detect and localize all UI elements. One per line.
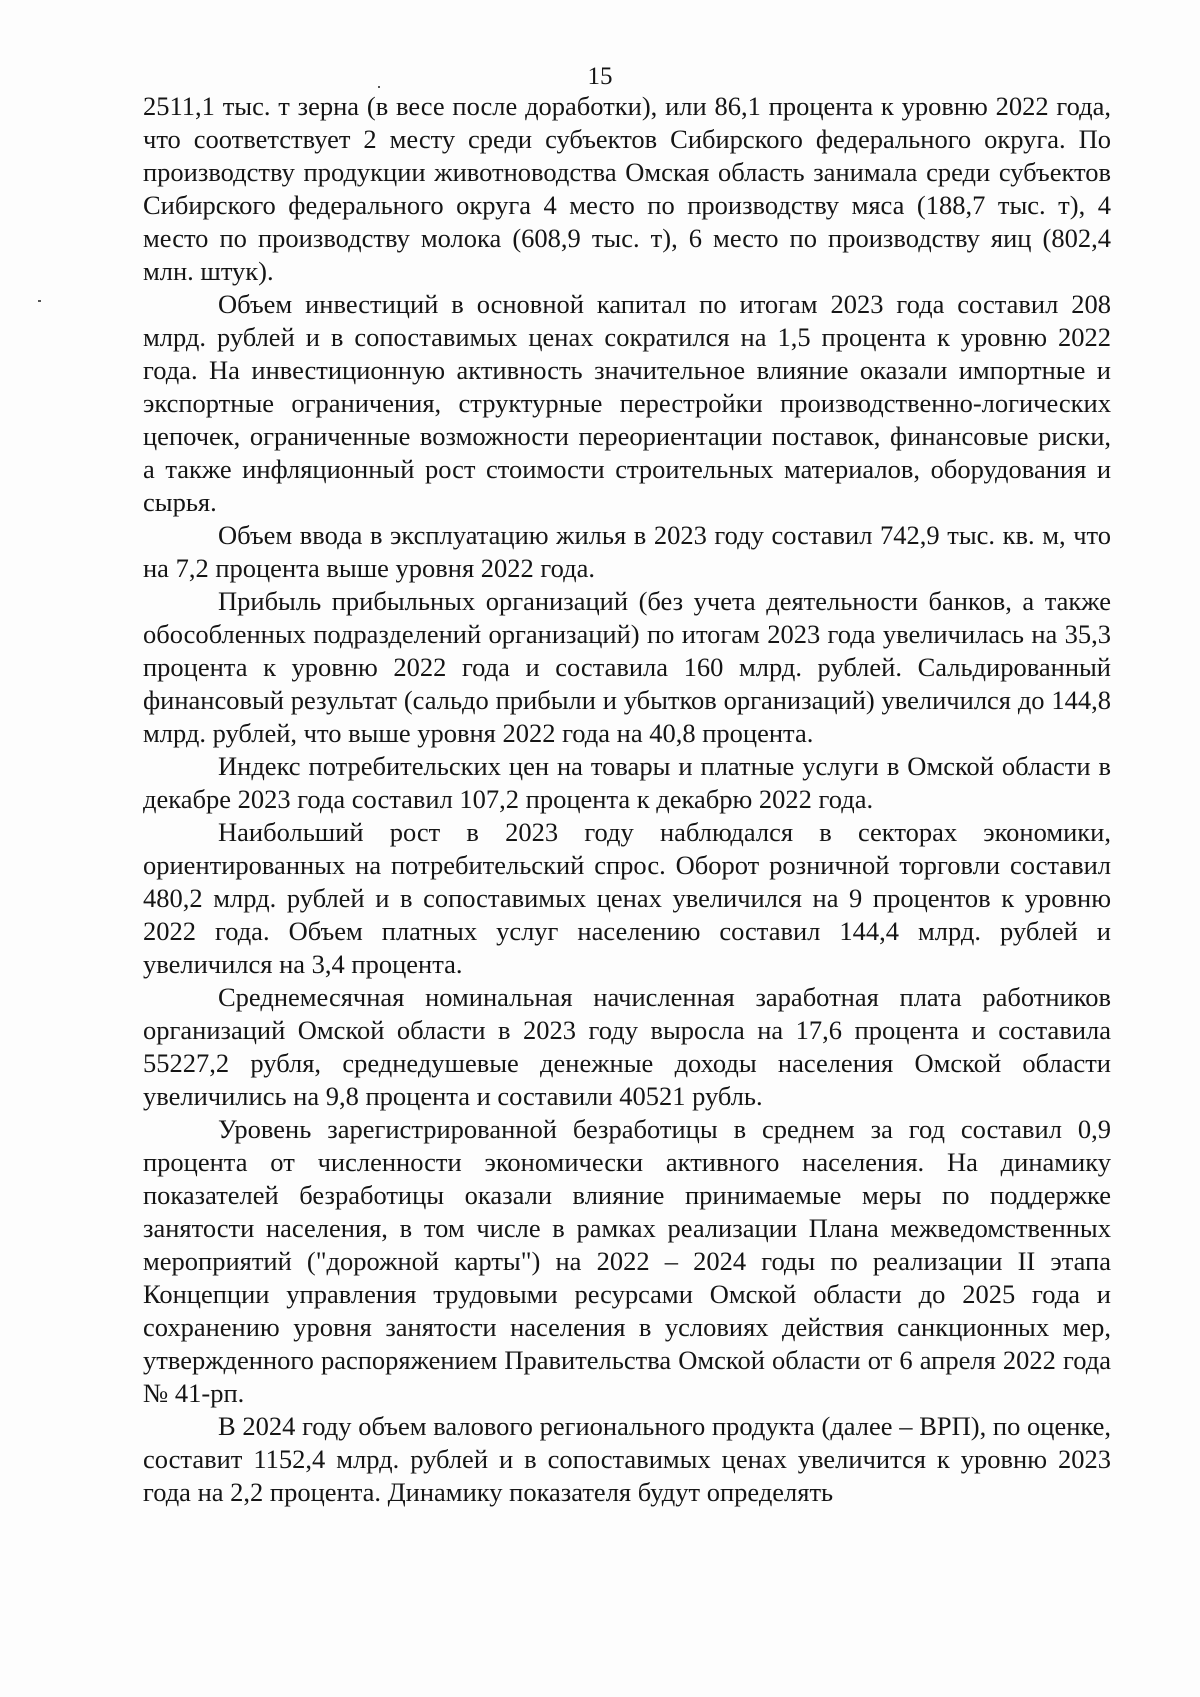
paragraph-housing: Объем ввода в эксплуатацию жилья в 2023 году составил 742,9 тыс. кв. м, что на 7,2 процента выше уровня 2022 года. — [143, 520, 1111, 583]
scan-speck — [38, 300, 41, 302]
paragraph-price-index: Индекс потребительских цен на товары и платные услуги в Омской области в декабре 2023 года составил 107,2 процента к декабрю 2022 года. — [143, 751, 1111, 814]
document-body — [143, 90, 1111, 1509]
paragraph-wages: Среднемесячная номинальная начисленная заработная плата работников организаций Омской области в 2023 году выросла на 17,6 процента и составила 55227,2 рубля, среднедушевые денежные доходы населения Омской области увеличились на 9,8 процента и составили 40521 рубль. — [143, 982, 1111, 1111]
paragraph-agriculture: 2511,1 тыс. т зерна (в весе после доработки), или 86,1 процента к уровню 2022 года, что соответствует 2 месту среди субъектов Сибирского федерального округа. По производству продукции животноводства Омская область занимала среди субъектов Сибирского федерального округа 4 место по производству мяса (188,7 тыс. т), 4 место по производству молока (608,9 тыс. т), 6 место по производству яиц (802,4 млн. штук). — [143, 91, 1111, 286]
paragraph-investment: Объем инвестиций в основной капитал по итогам 2023 года составил 208 млрд. рублей и в сопоставимых ценах сократился на 1,5 процента к уровню 2022 года. На инвестиционную активность значительное влияние оказали импортные и экспортные ограничения, структурные перестройки производственно-логических цепочек, ограниченные возможности переориентации поставок, финансовые риски, а также инфляционный рост стоимости строительных материалов, оборудования и сырья. — [143, 289, 1111, 517]
paragraph-grp-forecast: В 2024 году объем валового регионального продукта (далее – ВРП), по оценке, составит 1152,4 млрд. рублей и в сопоставимых ценах увеличится к уровню 2023 года на 2,2 процента. Динамику показателя будут определять — [143, 1411, 1111, 1507]
paragraph-consumer-demand: Наибольший рост в 2023 году наблюдался в секторах экономики, ориентированных на потребительский спрос. Оборот розничной торговли составил 480,2 млрд. рублей и в сопоставимых ценах увеличился на 9 процентов к уровню 2022 года. Объем платных услуг населению составил 144,4 млрд. рублей и увеличился на 3,4 процента. — [143, 817, 1111, 979]
scan-speck — [378, 86, 380, 88]
paragraph-unemployment: Уровень зарегистрированной безработицы в среднем за год составил 0,9 процента от численности экономически активного населения. На динамику показателей безработицы оказали влияние принимаемые меры по поддержке занятости населения, в том числе в рамках реализации Плана межведомственных мероприятий ("дорожной карты") на 2022 – 2024 годы по реализации II этапа Концепции управления трудовыми ресурсами Омской области до 2025 года и сохранению уровня занятости населения в условиях действия санкционных мер, утвержденного распоряжением Правительства Омской области от 6 апреля 2022 года № 41-рп. — [143, 1114, 1111, 1408]
page-number: 15 — [587, 63, 613, 90]
paragraph-profit: Прибыль прибыльных организаций (без учета деятельности банков, а также обособленных подразделений организаций) по итогам 2023 года увеличилась на 35,3 процента к уровню 2022 года и составила 160 млрд. рублей. Сальдированный финансовый результат (сальдо прибыли и убытков организаций) увеличился до 144,8 млрд. рублей, что выше уровня 2022 года на 40,8 процента. — [143, 586, 1111, 748]
